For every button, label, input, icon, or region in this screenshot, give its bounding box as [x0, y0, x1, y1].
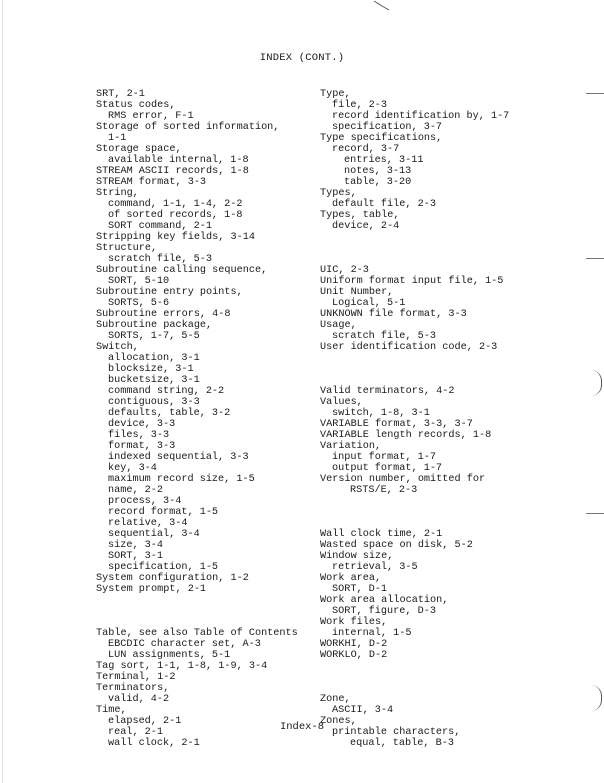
index-subentry: bucketsize, 3-1	[108, 375, 200, 386]
blank-line	[320, 683, 590, 694]
index-entry: Subroutine package,	[96, 320, 213, 331]
index-entry: Subroutine calling sequence,	[96, 265, 268, 276]
index-subentry: device, 2-4	[332, 221, 400, 232]
page-number: Index-8	[279, 721, 325, 733]
blank-line	[320, 672, 590, 683]
index-entry: Switch,	[96, 342, 139, 353]
index-subentry: RMS error, F-1	[108, 111, 194, 122]
index-entry: Storage space,	[96, 144, 182, 155]
index-entry: Values,	[320, 397, 363, 408]
index-entry: WORKLO, D-2	[320, 650, 388, 661]
index-subentry: defaults, table, 3-2	[108, 408, 231, 419]
index-subentry: entries, 3-11	[344, 155, 424, 166]
blank-line	[320, 243, 590, 254]
index-entry: System configuration, 1-2	[96, 573, 249, 584]
page-title: INDEX (CONT.)	[259, 52, 345, 64]
index-subentry: command string, 2-2	[108, 386, 225, 397]
index-subentry: of sorted records, 1-8	[108, 210, 243, 221]
index-subentry: SORT command, 2-1	[108, 221, 212, 232]
index-subentry: printable characters,	[332, 727, 461, 738]
index-entry: Variation,	[320, 441, 382, 452]
index-subentry: SORTS, 5-6	[108, 298, 170, 309]
index-entry: String,	[96, 188, 139, 199]
index-entry: WORKHI, D-2	[320, 639, 388, 650]
index-subentry: blocksize, 3-1	[108, 364, 194, 375]
index-subentry: maximum record size, 1-5	[108, 474, 255, 485]
index-entry: Wasted space on disk, 5-2	[320, 540, 473, 551]
index-subentry: RSTS/E, 2-3	[350, 485, 418, 496]
index-subentry: size, 3-4	[108, 540, 164, 551]
index-entry: Uniform format input file, 1-5	[320, 276, 504, 287]
blank-line	[320, 353, 590, 364]
index-entry: SRT, 2-1	[96, 89, 145, 100]
index-subentry: wall clock, 2-1	[108, 738, 200, 749]
blank-line	[320, 518, 590, 529]
index-subentry: EBCDIC character set, A-3	[108, 639, 261, 650]
blank-line	[320, 507, 590, 518]
index-entry: UNKNOWN file format, 3-3	[320, 309, 467, 320]
index-subentry: table, 3-20	[344, 177, 412, 188]
index-subentry: retrieval, 3-5	[332, 562, 418, 573]
index-subentry: sequential, 3-4	[108, 529, 200, 540]
index-subentry: specification, 3-7	[332, 122, 443, 133]
blank-line	[320, 254, 590, 265]
index-subentry: internal, 1-5	[332, 628, 412, 639]
index-entry: STREAM format, 3-3	[96, 177, 207, 188]
index-subentry: 1-1	[108, 133, 127, 144]
margin-tick-mark	[586, 93, 604, 94]
index-subentry: available internal, 1-8	[108, 155, 249, 166]
index-subentry: relative, 3-4	[108, 518, 188, 529]
margin-curve-mark	[591, 370, 602, 396]
index-subentry: SORT, 5-10	[108, 276, 170, 287]
index-subentry: valid, 4-2	[108, 694, 170, 705]
index-subentry: record identification by, 1-7	[332, 111, 510, 122]
index-entry: Terminators,	[96, 683, 170, 694]
index-subentry: ASCII, 3-4	[332, 705, 394, 716]
index-entry: Valid terminators, 4-2	[320, 386, 455, 397]
index-entry: Time,	[96, 705, 127, 716]
index-entry: Version number, omitted for	[320, 474, 486, 485]
index-subentry: indexed sequential, 3-3	[108, 452, 249, 463]
index-subentry: Logical, 5-1	[332, 298, 406, 309]
index-entry: Structure,	[96, 243, 158, 254]
scan-edge-shadow	[2, 0, 3, 783]
index-subentry: scratch file, 5-3	[108, 254, 212, 265]
index-subentry: specification, 1-5	[108, 562, 219, 573]
index-subentry: SORT, 3-1	[108, 551, 164, 562]
index-subentry: allocation, 3-1	[108, 353, 200, 364]
index-entry: Subroutine errors, 4-8	[96, 309, 231, 320]
blank-line	[320, 375, 590, 386]
index-subentry: input format, 1-7	[332, 452, 436, 463]
margin-curve-mark	[591, 685, 602, 711]
blank-line	[320, 661, 590, 672]
index-entry: Work area,	[320, 573, 382, 584]
index-subentry: default file, 2-3	[332, 199, 436, 210]
index-subentry: file, 2-3	[332, 100, 388, 111]
blank-line	[96, 595, 311, 606]
index-entry: Types,	[320, 188, 357, 199]
index-entry: Types, table,	[320, 210, 400, 221]
index-column-left	[96, 89, 311, 749]
blank-line	[96, 606, 311, 617]
index-subentry: record, 3-7	[332, 144, 400, 155]
index-entry: Work files,	[320, 617, 388, 628]
index-subentry: SORTS, 1-7, 5-5	[108, 331, 200, 342]
index-entry: Zones,	[320, 716, 357, 727]
index-subentry: output format, 1-7	[332, 463, 443, 474]
index-entry: Stripping key fields, 3-14	[96, 232, 255, 243]
index-entry: Storage of sorted information,	[96, 122, 280, 133]
index-entry: Tag sort, 1-1, 1-8, 1-9, 3-4	[96, 661, 268, 672]
index-entry: Window size,	[320, 551, 394, 562]
blank-line	[320, 364, 590, 375]
index-subentry: SORT, D-1	[332, 584, 388, 595]
blank-line	[96, 617, 311, 628]
index-entry: Work area allocation,	[320, 595, 449, 606]
index-entry: Status codes,	[96, 100, 176, 111]
index-entry: Subroutine entry points,	[96, 287, 243, 298]
index-subentry: LUN assignments, 5-1	[108, 650, 231, 661]
index-subentry: contiguous, 3-3	[108, 397, 200, 408]
index-entry: VARIABLE length records, 1-8	[320, 430, 492, 441]
index-subentry: device, 3-3	[108, 419, 176, 430]
index-subentry: switch, 1-8, 3-1	[332, 408, 430, 419]
index-subentry: SORT, figure, D-3	[332, 606, 436, 617]
index-subentry: process, 3-4	[108, 496, 182, 507]
index-subentry: real, 2-1	[108, 727, 164, 738]
margin-tick-mark	[586, 258, 604, 259]
margin-tick-mark	[586, 513, 604, 514]
index-entry: Wall clock time, 2-1	[320, 529, 443, 540]
blank-line	[320, 232, 590, 243]
index-entry: System prompt, 2-1	[96, 584, 207, 595]
index-subentry: key, 3-4	[108, 463, 157, 474]
index-entry: Terminal, 1-2	[96, 672, 176, 683]
index-entry: Zone,	[320, 694, 351, 705]
index-entry: Usage,	[320, 320, 357, 331]
index-entry: STREAM ASCII records, 1-8	[96, 166, 249, 177]
index-entry: User identification code, 2-3	[320, 342, 498, 353]
index-subentry: format, 3-3	[108, 441, 176, 452]
index-subentry: notes, 3-13	[344, 166, 412, 177]
index-subentry: files, 3-3	[108, 430, 170, 441]
index-entry: UIC, 2-3	[320, 265, 369, 276]
index-entry: VARIABLE format, 3-3, 3-7	[320, 419, 473, 430]
index-subentry: elapsed, 2-1	[108, 716, 182, 727]
index-subentry: command, 1-1, 1-4, 2-2	[108, 199, 243, 210]
index-subentry: equal, table, B-3	[350, 738, 454, 749]
index-entry: Unit Number,	[320, 287, 394, 298]
index-entry: Type specifications,	[320, 133, 443, 144]
blank-line	[320, 496, 590, 507]
index-entry: Table, see also Table of Contents	[96, 628, 298, 639]
scan-scratch-mark	[372, 0, 392, 12]
index-subentry: name, 2-2	[108, 485, 164, 496]
index-column-right	[320, 89, 590, 749]
index-subentry: record format, 1-5	[108, 507, 219, 518]
index-subentry: scratch file, 5-3	[332, 331, 436, 342]
index-entry: Type,	[320, 89, 351, 100]
